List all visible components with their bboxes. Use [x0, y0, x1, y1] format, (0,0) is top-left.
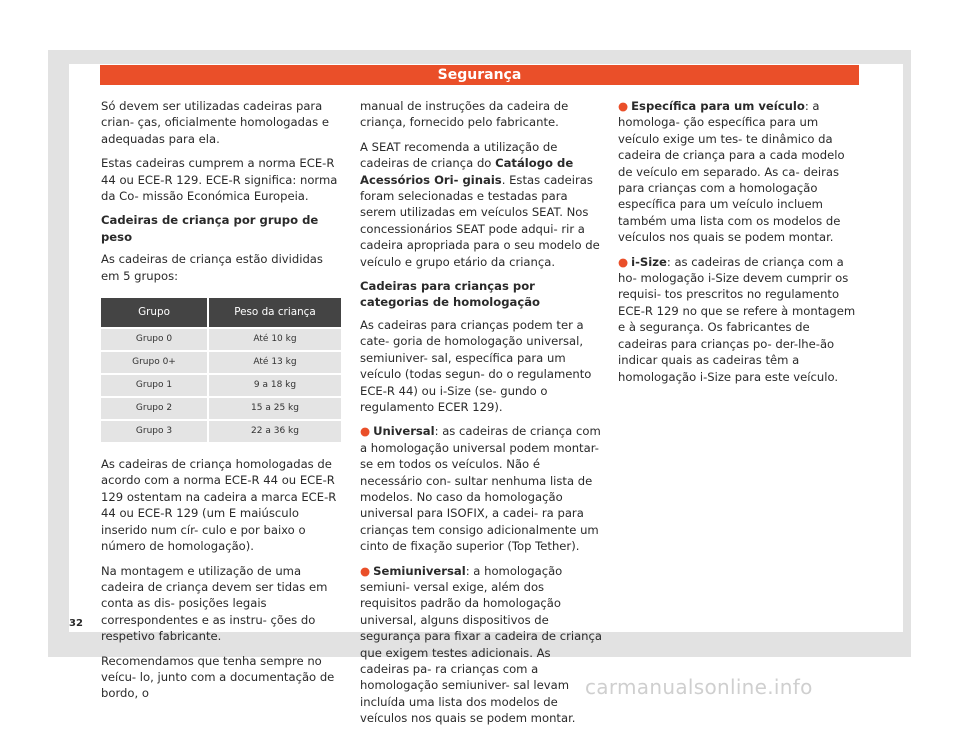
- table-cell-weight: Até 10 kg: [207, 329, 341, 350]
- table-cell-weight: 15 a 25 kg: [207, 398, 341, 419]
- catalog-name: Catálogo de Acessórios Ori- ginais: [360, 156, 574, 187]
- bullet-i-size: [618, 254, 862, 385]
- bullet-universal: [360, 423, 602, 554]
- table-row: [101, 398, 341, 419]
- table-cell-weight: 22 a 36 kg: [207, 421, 341, 442]
- page-number: 32: [69, 618, 83, 629]
- table-row: [101, 375, 341, 396]
- paragraph: Na montagem e utilização de uma cadeira de criança devem ser tidas em conta as dis- posições legais correspondentes e as instru- ções do respetivo fabricante.: [101, 563, 328, 644]
- paragraph: Estas cadeiras cumprem a norma ECE-R 44 ou ECE-R 129. ECE-R significa: norma da Co- missão Económica Europeia.: [101, 156, 338, 204]
- column-2: [360, 98, 602, 735]
- bullet-title: Semiuniversal: [373, 563, 466, 578]
- table-cell-group: Grupo 2: [101, 398, 207, 419]
- column-3: [618, 98, 862, 393]
- text: . Estas cadeiras foram selecionadas e testadas para serem utilizadas em veículos SEAT. Nos concessionários SEAT pode adqui- rir a cadeira apropriada para o seu modelo de veículo e grupo etário da criança.: [360, 172, 600, 269]
- subheading-weight-groups: Cadeiras de criança por grupo de peso: [101, 213, 319, 244]
- bullet-title: i-Size: [631, 254, 667, 269]
- table-cell-group: Grupo 0: [101, 329, 207, 350]
- table-header-row: [101, 298, 341, 327]
- weight-group-table: [101, 296, 341, 444]
- bullet-title: Específica para um veículo: [631, 99, 805, 113]
- table-cell-weight: Até 13 kg: [207, 352, 341, 373]
- paragraph: As cadeiras para crianças podem ter a cate- goria de homologação universal, semiuniver- sal, específica para um veículo (todas segun- do o regulamento ECE-R 44) ou i-Size (se- gundo o regulamento ECER 129).: [360, 317, 592, 414]
- table-row: [101, 352, 341, 373]
- bullet-vehicle-specific: [618, 98, 862, 246]
- text: A SEAT recomenda a utilização de cadeiras de criança do: [360, 139, 558, 171]
- watermark: carmanualsonline.info: [585, 675, 813, 699]
- paragraph: Recomendamos que tenha sempre no veícu- lo, junto com a documentação de bordo, o: [101, 653, 335, 701]
- table-cell-group: Grupo 1: [101, 375, 207, 396]
- table-cell-weight: 9 a 18 kg: [207, 375, 341, 396]
- bullet-icon: ●: [618, 254, 629, 269]
- bullet-text: : a homologa- ção específica para um veículo exige um tes- te dinâmico da cadeira de criança para a cada modelo de veículo em separado. As ca- deiras para crianças com a homologação específica para um veículo incluem também uma lista com os modelos de veículos nos quais se podem montar.: [618, 99, 845, 245]
- paragraph: Só devem ser utilizadas cadeiras para crian- ças, oficialmente homologadas e adequadas para ela.: [101, 99, 329, 146]
- bullet-text: : as cadeiras de criança com a homologação universal podem montar-se em todos os veículos. Não é necessário con- sultar nenhuma lista de modelos. No caso da homologação universal para ISOFIX, a cadei- ra para crianças tem consigo adicionalmente um cinto de fixação superior (Top Tether).: [360, 424, 601, 554]
- bullet-icon: ●: [618, 99, 629, 113]
- table-header-weight: Peso da criança: [207, 298, 341, 327]
- bullet-text: : a homologação semiuni- versal exige, além dos requisitos padrão da homologação universal, alguns dispositivos de segurança para fixar a cadeira de criança que exigem testes adicionais. As cadeiras pa- ra crianças com a homologação semiuniver- sal levam incluída uma lista dos modelos de veículos nos quais se podem montar.: [360, 563, 603, 726]
- paragraph: As cadeiras de criança homologadas de acordo com a norma ECE-R 44 ou ECE-R 129 ostentam na cadeira a marca ECE-R 44 ou ECE-R 129 (um E maiúsculo inserido num cír- culo e por baixo o número de homologação).: [101, 457, 337, 554]
- subheading-homologation: Cadeiras para crianças por categorias de homologação: [360, 279, 541, 310]
- table-cell-group: Grupo 0+: [101, 352, 207, 373]
- column-1: [101, 98, 341, 710]
- bullet-icon: ●: [360, 563, 371, 578]
- paragraph-seat-recommendation: [360, 139, 602, 270]
- paragraph: As cadeiras de criança estão divididas em 5 grupos:: [101, 252, 323, 283]
- table-header-group: Grupo: [101, 298, 207, 327]
- bullet-semiuniversal: [360, 563, 602, 727]
- table-cell-group: Grupo 3: [101, 421, 207, 442]
- bullet-text: : as cadeiras de criança com a ho- mologação i-Size devem cumprir os requisi- tos prescritos no regulamento ECE-R 129 no que se refere à montagem e à segurança. Os fabricantes de cadeiras para crianças po- der-lhe-ão indicar quais as cadeiras têm a homologação i-Size para este veículo.: [618, 254, 856, 384]
- bullet-title: Universal: [373, 424, 435, 439]
- bullet-icon: ●: [360, 424, 371, 439]
- paragraph: manual de instruções da cadeira de criança, fornecido pelo fabricante.: [360, 99, 569, 130]
- table-row: [101, 329, 341, 350]
- section-header: Segurança: [100, 65, 859, 85]
- table-row: [101, 421, 341, 442]
